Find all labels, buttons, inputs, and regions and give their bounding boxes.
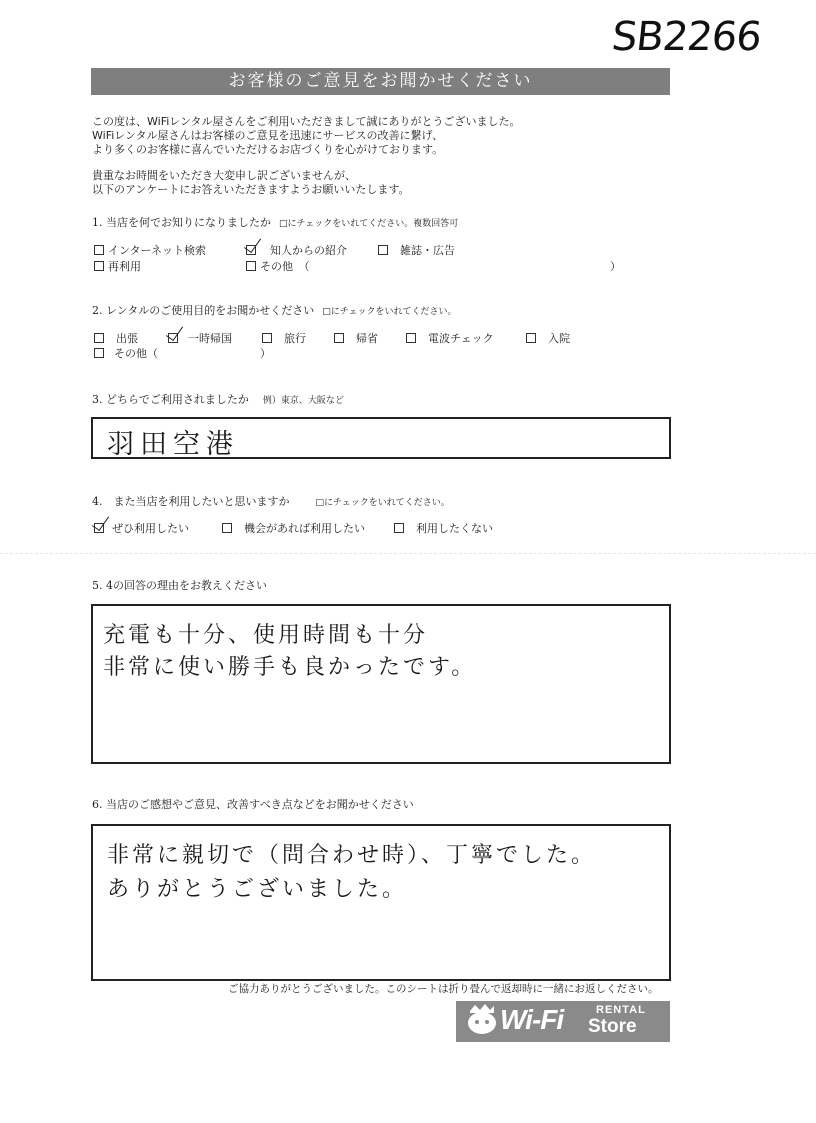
q3-answer-box[interactable]	[91, 417, 671, 459]
option-label: 一時帰国	[188, 332, 232, 345]
checkbox-checked[interactable]	[94, 523, 104, 533]
q4-option-definitely[interactable]	[94, 520, 189, 536]
q1-option-internet[interactable]	[94, 242, 206, 258]
option-label: 出張	[116, 332, 138, 345]
checkbox[interactable]	[378, 245, 388, 255]
option-label: 旅行	[284, 332, 306, 345]
option-label: ぜひ利用したい	[112, 522, 189, 535]
intro-paragraph-1	[92, 115, 692, 157]
checkbox[interactable]	[394, 523, 404, 533]
q1-text: 1. 当店を何でお知りになりましたか	[92, 216, 271, 229]
q6-answer-box[interactable]	[91, 824, 671, 981]
q2-option-signal-check[interactable]	[406, 330, 494, 346]
q4-text: 4. また当店を利用したいと思いますか	[92, 495, 290, 508]
option-label: インターネット検索	[108, 244, 207, 257]
intro-line: より多くのお客様に喜んでいただけるお店づくりを心がけております。	[92, 143, 444, 156]
q3-text: 3. どちらでご利用されましたか	[92, 393, 249, 406]
wifi-rental-store-logo	[456, 1001, 670, 1042]
paren: ）	[610, 260, 621, 273]
q1-option-magazine[interactable]	[378, 242, 455, 258]
q2-option-business[interactable]	[94, 330, 138, 346]
intro-paragraph-2	[92, 169, 692, 197]
option-label: 帰省	[356, 332, 378, 345]
option-label: その他 （	[260, 260, 310, 273]
q2-other-close	[260, 345, 271, 361]
checkbox[interactable]	[94, 245, 104, 255]
q3-answer-text: 羽田空港	[107, 429, 239, 460]
q1-label	[92, 214, 458, 230]
q2-note: □にチェックをいれてください。	[322, 307, 457, 317]
q1-option-other[interactable]	[246, 258, 310, 274]
checkbox-checked[interactable]	[168, 333, 178, 343]
checkbox[interactable]	[222, 523, 232, 533]
document-id: SB2266	[609, 14, 764, 60]
q1-option-reuse[interactable]	[94, 258, 141, 274]
option-label: 機会があれば利用したい	[244, 522, 365, 535]
q5-answer-line: 非常に使い勝手も良かったです。	[103, 655, 477, 680]
intro-line: 貴重なお時間をいただき大変申し訳ございませんが、	[92, 169, 356, 182]
form-title: お客様のご意見をお聞かせください	[91, 68, 670, 95]
q5-label	[92, 577, 267, 593]
checkbox[interactable]	[94, 261, 104, 271]
q5-text: 5. 4の回答の理由をお教えください	[92, 579, 267, 592]
option-label: 雑誌・広告	[400, 244, 455, 257]
logo-brand: Wi-Fi	[500, 1004, 564, 1035]
footer-note: ご協力ありがとうございました。このシートは折り畳んで返却時に一緒にお返しください。	[228, 983, 659, 995]
q6-answer-line: ありがとうございました。	[107, 877, 408, 902]
q4-option-no[interactable]	[394, 520, 493, 536]
q6-answer-line: 非常に親切で（問合わせ時）、丁寧でした。	[107, 843, 597, 868]
q4-note: □にチェックをいれてください。	[315, 498, 450, 508]
option-label: その他（	[114, 347, 158, 360]
option-label: 電波チェック	[428, 332, 494, 345]
q2-text: 2. レンタルのご使用目的をお聞かせください	[92, 304, 315, 317]
q5-answer-box[interactable]	[91, 604, 671, 764]
checkbox[interactable]	[406, 333, 416, 343]
q2-option-hospital[interactable]	[526, 330, 570, 346]
checkbox-checked[interactable]	[246, 245, 256, 255]
checkbox[interactable]	[94, 333, 104, 343]
checkbox[interactable]	[334, 333, 344, 343]
q2-option-other[interactable]	[94, 345, 158, 361]
option-label: 利用したくない	[416, 522, 493, 535]
checkbox[interactable]	[246, 261, 256, 271]
paren: ）	[260, 347, 271, 360]
q4-option-if-chance[interactable]	[222, 520, 365, 536]
logo-sub-rental: RENTAL	[596, 1004, 646, 1016]
q2-label	[92, 302, 457, 318]
q1-option-referral[interactable]	[246, 242, 347, 258]
q4-label	[92, 493, 450, 509]
option-label: 入院	[548, 332, 570, 345]
option-label: 再利用	[108, 260, 141, 273]
checkbox[interactable]	[262, 333, 272, 343]
fold-line	[0, 553, 816, 554]
intro-text	[92, 115, 692, 209]
q2-option-homecoming[interactable]	[334, 330, 378, 346]
q3-note: 例）東京、大阪など	[262, 396, 344, 406]
q1-other-close	[610, 258, 621, 274]
intro-line: WiFiレンタル屋さんはお客様のご意見を迅速にサービスの改善に繋げ、	[92, 129, 444, 142]
q1-note: □にチェックをいれてください。複数回答可	[279, 219, 459, 229]
q2-option-temporary-return[interactable]	[168, 330, 232, 346]
q6-text: 6. 当店のご感想やご意見、改善すべき点などをお聞かせください	[92, 798, 414, 811]
checkbox[interactable]	[526, 333, 536, 343]
q6-label	[92, 796, 414, 812]
logo-sub-store: Store	[588, 1016, 637, 1037]
checkbox[interactable]	[94, 348, 104, 358]
q3-label	[92, 391, 344, 407]
option-label: 知人からの紹介	[270, 244, 347, 257]
intro-line: 以下のアンケートにお答えいただきますようお願いいたします。	[92, 183, 410, 196]
q2-option-travel[interactable]	[262, 330, 306, 346]
q5-answer-line: 充電も十分、使用時間も十分	[103, 623, 429, 648]
intro-line: この度は、WiFiレンタル屋さんをご利用いただきまして誠にありがとうございました。	[92, 115, 521, 128]
